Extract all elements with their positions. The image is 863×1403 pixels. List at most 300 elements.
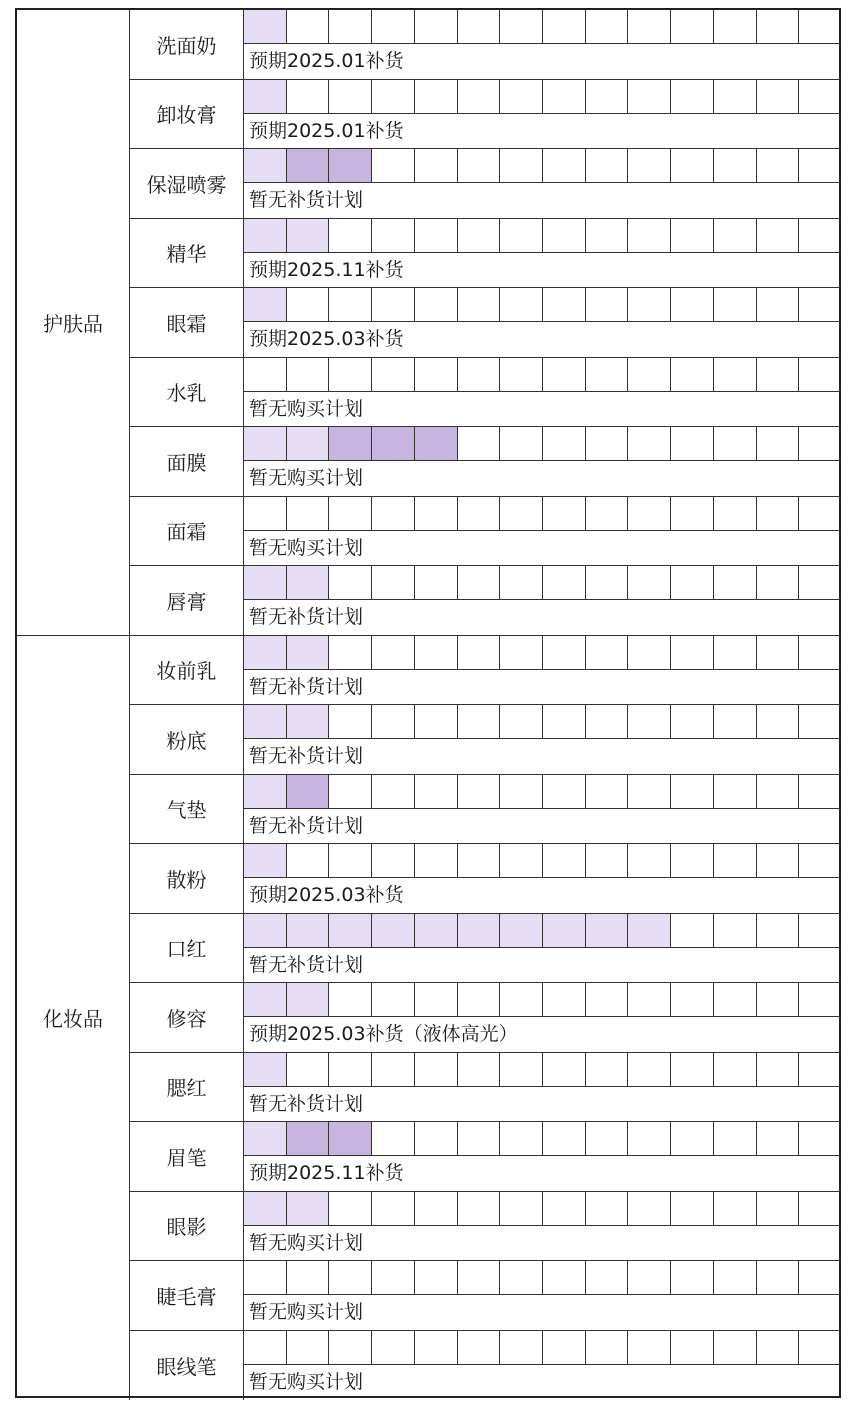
usage-cell bbox=[543, 705, 586, 738]
usage-cell bbox=[372, 1261, 415, 1294]
usage-cell bbox=[671, 844, 714, 877]
usage-cell bbox=[287, 566, 330, 599]
usage-cell bbox=[799, 775, 841, 808]
usage-grid bbox=[244, 1331, 841, 1365]
usage-cell bbox=[714, 427, 757, 460]
usage-cell bbox=[329, 149, 372, 182]
usage-cell bbox=[244, 983, 287, 1016]
product-name: 唇膏 bbox=[130, 566, 244, 636]
usage-cell bbox=[757, 1053, 800, 1086]
product-name: 口红 bbox=[130, 914, 244, 984]
usage-cell bbox=[671, 1331, 714, 1364]
usage-cell bbox=[287, 288, 330, 321]
usage-cell bbox=[287, 497, 330, 530]
usage-cell bbox=[714, 566, 757, 599]
usage-cell bbox=[799, 219, 841, 252]
usage-cell bbox=[500, 497, 543, 530]
usage-cell bbox=[415, 775, 458, 808]
usage-cell bbox=[543, 636, 586, 669]
usage-grid bbox=[244, 705, 841, 739]
usage-cell bbox=[757, 288, 800, 321]
usage-cell bbox=[372, 80, 415, 113]
usage-cell bbox=[757, 149, 800, 182]
usage-grid bbox=[244, 219, 841, 253]
usage-cell bbox=[586, 566, 629, 599]
usage-cell bbox=[714, 149, 757, 182]
usage-cell bbox=[799, 844, 841, 877]
usage-cell bbox=[415, 497, 458, 530]
usage-cell bbox=[799, 566, 841, 599]
restock-note: 暂无补货计划 bbox=[244, 809, 841, 845]
usage-cell bbox=[372, 149, 415, 182]
usage-cell bbox=[415, 427, 458, 460]
usage-cell bbox=[329, 914, 372, 947]
usage-cell bbox=[458, 1053, 501, 1086]
usage-cell bbox=[287, 80, 330, 113]
usage-cell bbox=[287, 1122, 330, 1155]
usage-cell bbox=[458, 80, 501, 113]
usage-cell bbox=[586, 10, 629, 43]
usage-cell bbox=[244, 1331, 287, 1364]
usage-cell bbox=[799, 497, 841, 530]
usage-cell bbox=[714, 983, 757, 1016]
usage-cell bbox=[543, 288, 586, 321]
usage-cell bbox=[628, 1331, 671, 1364]
usage-cell bbox=[671, 219, 714, 252]
usage-cell bbox=[799, 1192, 841, 1225]
usage-cell bbox=[799, 149, 841, 182]
usage-cell bbox=[415, 80, 458, 113]
restock-note: 暂无补货计划 bbox=[244, 739, 841, 775]
usage-cell bbox=[543, 775, 586, 808]
usage-cell bbox=[757, 219, 800, 252]
usage-cell bbox=[714, 1122, 757, 1155]
usage-cell bbox=[586, 497, 629, 530]
usage-cell bbox=[415, 219, 458, 252]
usage-cell bbox=[586, 914, 629, 947]
restock-note: 暂无购买计划 bbox=[244, 461, 841, 497]
usage-cell bbox=[458, 1261, 501, 1294]
usage-cell bbox=[458, 497, 501, 530]
usage-cell bbox=[500, 80, 543, 113]
usage-cell bbox=[244, 1122, 287, 1155]
usage-cell bbox=[757, 80, 800, 113]
usage-cell bbox=[244, 636, 287, 669]
usage-cell bbox=[586, 705, 629, 738]
usage-grid bbox=[244, 358, 841, 392]
restock-note: 暂无购买计划 bbox=[249, 1370, 364, 1393]
restock-note: 暂无补货计划 bbox=[244, 1087, 841, 1123]
usage-cell bbox=[372, 775, 415, 808]
usage-cell bbox=[671, 1192, 714, 1225]
usage-cell bbox=[757, 1122, 800, 1155]
usage-cell bbox=[415, 1331, 458, 1364]
usage-grid bbox=[244, 427, 841, 461]
usage-cell bbox=[500, 1053, 543, 1086]
usage-cell bbox=[244, 775, 287, 808]
usage-cell bbox=[799, 1053, 841, 1086]
usage-cell bbox=[244, 914, 287, 947]
usage-cell bbox=[628, 566, 671, 599]
usage-cell bbox=[329, 219, 372, 252]
usage-cell bbox=[500, 427, 543, 460]
usage-cell bbox=[628, 1261, 671, 1294]
usage-cell bbox=[458, 219, 501, 252]
usage-cell bbox=[586, 219, 629, 252]
usage-grid bbox=[244, 10, 841, 44]
usage-cell bbox=[586, 427, 629, 460]
usage-cell bbox=[543, 983, 586, 1016]
usage-cell bbox=[628, 844, 671, 877]
usage-cell bbox=[799, 705, 841, 738]
usage-cell bbox=[372, 1331, 415, 1364]
usage-cell bbox=[671, 775, 714, 808]
usage-cell bbox=[500, 844, 543, 877]
usage-cell bbox=[415, 914, 458, 947]
usage-cell bbox=[799, 427, 841, 460]
usage-cell bbox=[372, 358, 415, 391]
usage-cell bbox=[287, 427, 330, 460]
usage-cell bbox=[543, 1053, 586, 1086]
usage-cell bbox=[287, 1053, 330, 1086]
usage-cell bbox=[757, 705, 800, 738]
usage-cell bbox=[500, 1122, 543, 1155]
usage-cell bbox=[586, 844, 629, 877]
usage-cell bbox=[244, 219, 287, 252]
usage-cell bbox=[586, 1053, 629, 1086]
usage-cell bbox=[714, 10, 757, 43]
usage-grid bbox=[244, 775, 841, 809]
usage-cell bbox=[757, 1192, 800, 1225]
usage-cell bbox=[799, 10, 841, 43]
usage-cell bbox=[244, 80, 287, 113]
usage-cell bbox=[714, 1331, 757, 1364]
usage-cell bbox=[543, 80, 586, 113]
usage-cell bbox=[458, 844, 501, 877]
usage-cell bbox=[586, 1192, 629, 1225]
usage-cell bbox=[244, 149, 287, 182]
usage-cell bbox=[628, 80, 671, 113]
usage-cell bbox=[757, 1331, 800, 1364]
usage-cell bbox=[458, 705, 501, 738]
usage-cell bbox=[500, 1331, 543, 1364]
usage-cell bbox=[415, 705, 458, 738]
usage-cell bbox=[543, 1122, 586, 1155]
usage-cell bbox=[500, 149, 543, 182]
usage-cell bbox=[757, 775, 800, 808]
usage-cell bbox=[372, 844, 415, 877]
product-name: 散粉 bbox=[130, 844, 244, 914]
usage-cell bbox=[372, 1053, 415, 1086]
usage-cell bbox=[415, 983, 458, 1016]
usage-grid bbox=[244, 149, 841, 183]
usage-cell bbox=[500, 775, 543, 808]
usage-cell bbox=[671, 358, 714, 391]
usage-cell bbox=[244, 288, 287, 321]
product-name: 眼霜 bbox=[130, 288, 244, 358]
usage-cell bbox=[799, 636, 841, 669]
usage-cell bbox=[714, 1192, 757, 1225]
usage-cell bbox=[543, 844, 586, 877]
product-name: 眼影 bbox=[130, 1192, 244, 1262]
usage-cell bbox=[329, 1331, 372, 1364]
usage-cell bbox=[714, 1261, 757, 1294]
usage-cell bbox=[244, 566, 287, 599]
usage-cell bbox=[415, 358, 458, 391]
usage-cell bbox=[415, 10, 458, 43]
usage-cell bbox=[458, 636, 501, 669]
usage-grid bbox=[244, 1192, 841, 1226]
usage-cell bbox=[586, 983, 629, 1016]
usage-cell bbox=[500, 914, 543, 947]
usage-cell bbox=[714, 636, 757, 669]
usage-cell bbox=[757, 358, 800, 391]
usage-cell bbox=[415, 1122, 458, 1155]
usage-cell bbox=[628, 983, 671, 1016]
usage-cell bbox=[671, 983, 714, 1016]
usage-cell bbox=[799, 1261, 841, 1294]
usage-cell bbox=[372, 914, 415, 947]
usage-cell bbox=[714, 358, 757, 391]
usage-cell bbox=[799, 80, 841, 113]
product-name: 卸妆膏 bbox=[130, 80, 244, 150]
usage-cell bbox=[244, 1192, 287, 1225]
usage-cell bbox=[287, 219, 330, 252]
usage-cell bbox=[372, 497, 415, 530]
usage-cell bbox=[287, 983, 330, 1016]
usage-cell bbox=[586, 149, 629, 182]
product-name: 保湿喷雾 bbox=[130, 149, 244, 219]
product-name: 眉笔 bbox=[130, 1122, 244, 1192]
product-name: 面霜 bbox=[130, 497, 244, 567]
usage-cell bbox=[671, 1053, 714, 1086]
usage-cell bbox=[714, 219, 757, 252]
usage-cell bbox=[671, 1122, 714, 1155]
usage-cell bbox=[543, 149, 586, 182]
usage-cell bbox=[458, 566, 501, 599]
usage-cell bbox=[415, 1192, 458, 1225]
usage-cell bbox=[543, 358, 586, 391]
product-name: 气垫 bbox=[130, 775, 244, 845]
usage-cell bbox=[628, 358, 671, 391]
product-name: 面膜 bbox=[130, 427, 244, 497]
usage-cell bbox=[287, 844, 330, 877]
usage-cell bbox=[628, 497, 671, 530]
usage-cell bbox=[757, 566, 800, 599]
usage-cell bbox=[586, 358, 629, 391]
usage-cell bbox=[714, 914, 757, 947]
usage-cell bbox=[799, 288, 841, 321]
usage-cell bbox=[415, 844, 458, 877]
usage-cell bbox=[799, 983, 841, 1016]
usage-cell bbox=[757, 636, 800, 669]
usage-cell bbox=[329, 775, 372, 808]
usage-cell bbox=[287, 775, 330, 808]
restock-note: 预期2025.01补货 bbox=[244, 44, 841, 80]
usage-cell bbox=[757, 10, 800, 43]
restock-note: 预期2025.01补货 bbox=[244, 114, 841, 150]
product-name: 精华 bbox=[130, 219, 244, 289]
product-name: 腮红 bbox=[130, 1053, 244, 1123]
usage-cell bbox=[458, 983, 501, 1016]
usage-cell bbox=[500, 219, 543, 252]
usage-cell bbox=[757, 844, 800, 877]
usage-cell bbox=[415, 566, 458, 599]
usage-cell bbox=[628, 219, 671, 252]
usage-cell bbox=[671, 566, 714, 599]
usage-cell bbox=[714, 497, 757, 530]
usage-grid bbox=[244, 566, 841, 600]
usage-cell bbox=[287, 1261, 330, 1294]
usage-grid bbox=[244, 1122, 841, 1156]
usage-cell bbox=[415, 1053, 458, 1086]
usage-cell bbox=[714, 80, 757, 113]
usage-cell bbox=[329, 80, 372, 113]
usage-cell bbox=[287, 914, 330, 947]
usage-grid bbox=[244, 983, 841, 1017]
usage-cell bbox=[757, 497, 800, 530]
usage-grid bbox=[244, 80, 841, 114]
usage-cell bbox=[372, 566, 415, 599]
usage-cell bbox=[628, 775, 671, 808]
usage-cell bbox=[458, 149, 501, 182]
usage-cell bbox=[757, 427, 800, 460]
usage-cell bbox=[244, 358, 287, 391]
usage-cell bbox=[714, 844, 757, 877]
usage-cell bbox=[799, 1122, 841, 1155]
usage-cell bbox=[458, 914, 501, 947]
usage-cell bbox=[671, 914, 714, 947]
restock-note: 暂无补货计划 bbox=[244, 600, 841, 636]
usage-cell bbox=[799, 1331, 841, 1364]
restock-note: 暂无补货计划 bbox=[244, 670, 841, 706]
usage-cell bbox=[671, 427, 714, 460]
usage-cell bbox=[329, 566, 372, 599]
usage-cell bbox=[415, 1261, 458, 1294]
usage-cell bbox=[372, 288, 415, 321]
usage-cell bbox=[543, 427, 586, 460]
usage-cell bbox=[287, 1192, 330, 1225]
usage-cell bbox=[329, 983, 372, 1016]
usage-cell bbox=[543, 1261, 586, 1294]
usage-cell bbox=[586, 636, 629, 669]
usage-cell bbox=[500, 983, 543, 1016]
usage-cell bbox=[671, 288, 714, 321]
usage-cell bbox=[372, 636, 415, 669]
usage-cell bbox=[244, 427, 287, 460]
restock-note: 预期2025.03补货（液体高光） bbox=[244, 1017, 841, 1053]
usage-cell bbox=[244, 497, 287, 530]
usage-cell bbox=[287, 149, 330, 182]
usage-cell bbox=[543, 497, 586, 530]
usage-cell bbox=[244, 1053, 287, 1086]
usage-cell bbox=[372, 1122, 415, 1155]
usage-cell bbox=[458, 775, 501, 808]
usage-cell bbox=[500, 1192, 543, 1225]
usage-cell bbox=[329, 1122, 372, 1155]
usage-cell bbox=[628, 288, 671, 321]
usage-cell bbox=[329, 288, 372, 321]
usage-grid bbox=[244, 288, 841, 322]
usage-cell bbox=[586, 775, 629, 808]
usage-cell bbox=[372, 427, 415, 460]
usage-cell bbox=[287, 705, 330, 738]
restock-note: 预期2025.11补货 bbox=[244, 253, 841, 289]
restock-note: 暂无购买计划 bbox=[244, 531, 841, 567]
usage-cell bbox=[329, 705, 372, 738]
usage-cell bbox=[458, 358, 501, 391]
usage-cell bbox=[329, 10, 372, 43]
usage-cell bbox=[757, 1261, 800, 1294]
usage-cell bbox=[543, 566, 586, 599]
usage-cell bbox=[244, 844, 287, 877]
usage-cell bbox=[415, 288, 458, 321]
usage-grid bbox=[244, 1261, 841, 1295]
usage-cell bbox=[628, 427, 671, 460]
usage-cell bbox=[458, 10, 501, 43]
usage-cell bbox=[671, 10, 714, 43]
product-name: 粉底 bbox=[130, 705, 244, 775]
usage-cell bbox=[628, 705, 671, 738]
usage-cell bbox=[458, 1331, 501, 1364]
usage-grid bbox=[244, 497, 841, 531]
product-name: 修容 bbox=[130, 983, 244, 1053]
restock-note: 暂无购买计划 bbox=[244, 1295, 841, 1331]
usage-cell bbox=[628, 10, 671, 43]
usage-cell bbox=[799, 914, 841, 947]
usage-cell bbox=[671, 705, 714, 738]
usage-cell bbox=[372, 1192, 415, 1225]
usage-cell bbox=[628, 1053, 671, 1086]
usage-cell bbox=[415, 149, 458, 182]
product-name: 水乳 bbox=[130, 358, 244, 428]
usage-cell bbox=[586, 80, 629, 113]
product-name: 洗面奶 bbox=[130, 10, 244, 80]
product-name: 睫毛膏 bbox=[130, 1261, 244, 1331]
usage-cell bbox=[415, 636, 458, 669]
usage-cell bbox=[543, 1331, 586, 1364]
usage-cell bbox=[287, 358, 330, 391]
usage-cell bbox=[244, 705, 287, 738]
usage-cell bbox=[329, 497, 372, 530]
usage-cell bbox=[543, 10, 586, 43]
usage-cell bbox=[628, 914, 671, 947]
usage-cell bbox=[287, 636, 330, 669]
usage-grid bbox=[244, 844, 841, 878]
usage-cell bbox=[329, 844, 372, 877]
usage-cell bbox=[329, 1053, 372, 1086]
usage-cell bbox=[500, 1261, 543, 1294]
product-name: 妆前乳 bbox=[130, 636, 244, 706]
usage-cell bbox=[500, 636, 543, 669]
product-name: 眼线笔 bbox=[130, 1331, 244, 1401]
usage-cell bbox=[628, 149, 671, 182]
usage-cell bbox=[329, 636, 372, 669]
usage-cell bbox=[757, 914, 800, 947]
usage-cell bbox=[372, 983, 415, 1016]
usage-cell bbox=[628, 636, 671, 669]
usage-cell bbox=[671, 497, 714, 530]
inventory-table bbox=[15, 8, 841, 1398]
usage-cell bbox=[628, 1122, 671, 1155]
usage-cell bbox=[543, 1192, 586, 1225]
usage-cell bbox=[329, 358, 372, 391]
restock-note: 预期2025.11补货 bbox=[244, 1156, 841, 1192]
restock-note: 暂无补货计划 bbox=[244, 183, 841, 219]
usage-cell bbox=[671, 636, 714, 669]
usage-cell bbox=[458, 427, 501, 460]
usage-cell bbox=[543, 219, 586, 252]
